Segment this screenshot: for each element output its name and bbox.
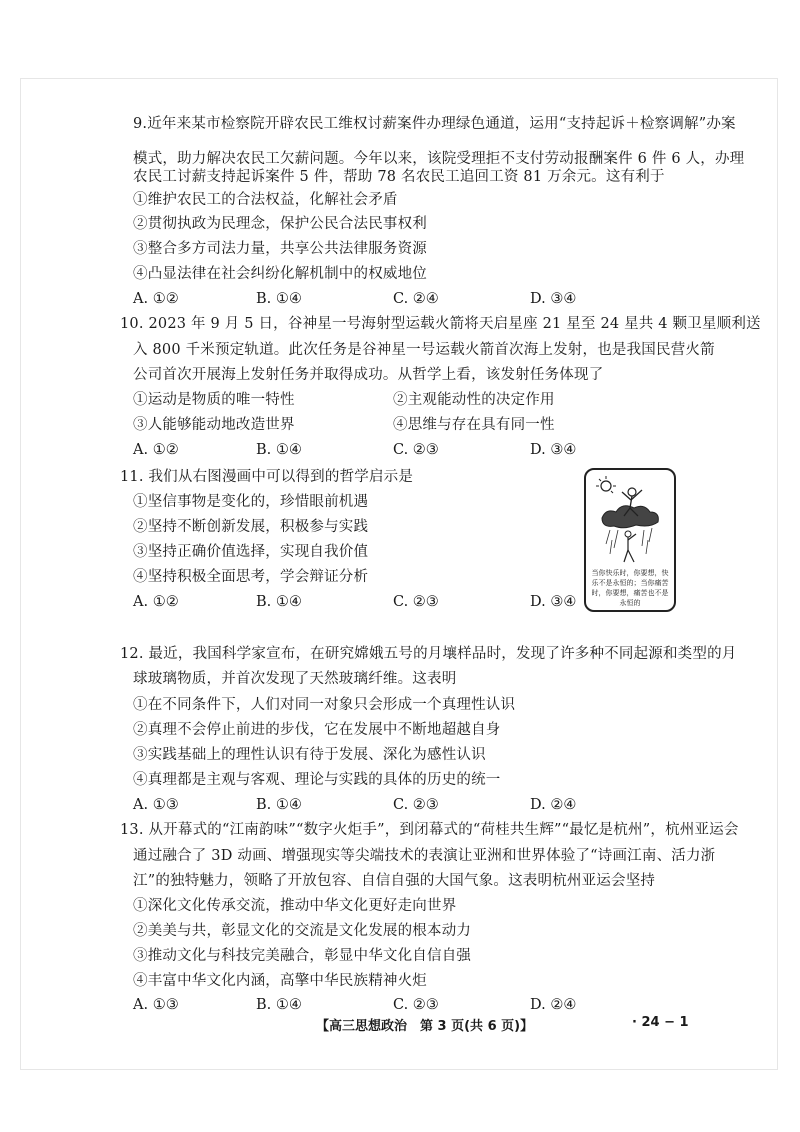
- q10-stem-line-3: 公司首次开展海上发射任务并取得成功。从哲学上看，该发射任务体现了: [133, 367, 604, 383]
- q10-choice-d[interactable]: D. ③④: [530, 442, 577, 458]
- q9-item-2: ②贯彻执政为民理念，保护公民合法民事权利: [133, 216, 427, 232]
- q12-item-1: ①在不同条件下，人们对同一对象只会形成一个真理性认识: [133, 697, 516, 713]
- q11-choice-c[interactable]: C. ②③: [393, 594, 439, 610]
- q13-stem-line-2: 通过融合了 3D 动画、增强现实等尖端技术的表演让亚洲和世界体验了“诗画江南、活力浙: [133, 848, 716, 864]
- cartoon-caption: 当你快乐时，你要想，快乐不是永恒的；当你痛苦时，你要想，痛苦也不是永恒的: [591, 569, 669, 607]
- q11-choice-d[interactable]: D. ③④: [530, 594, 577, 610]
- q10-choice-b[interactable]: B. ①④: [256, 442, 302, 458]
- q12-stem-line-1: 12. 最近，我国科学家宣布，在研究嫦娥五号的月壤样品时，发现了许多种不同起源和类型的月: [120, 646, 737, 662]
- q12-choice-b[interactable]: B. ①④: [256, 797, 302, 813]
- q12-item-4: ④真理都是主观与客观、理论与实践的具体的历史的统一: [133, 772, 501, 788]
- q12-item-3: ③实践基础上的理性认识有待于发展、深化为感性认识: [133, 747, 486, 763]
- q13-stem-line-3: 江”的独特魅力，领略了开放包容、自信自强的大国气象。这表明杭州亚运会坚持: [133, 873, 656, 889]
- q10-item-2: ②主观能动性的决定作用: [393, 392, 555, 408]
- q9-item-1: ①维护农民工的合法权益，化解社会矛盾: [133, 192, 398, 208]
- q13-choice-c[interactable]: C. ②③: [393, 997, 439, 1013]
- cartoon-drawing: [586, 470, 674, 570]
- q9-item-3: ③整合多方司法力量，共享公共法律服务资源: [133, 241, 427, 257]
- q13-choice-a[interactable]: A. ①③: [133, 997, 179, 1013]
- q11-item-1: ①坚信事物是变化的，珍惜眼前机遇: [133, 494, 369, 510]
- q9-item-4: ④凸显法律在社会纠纷化解机制中的权威地位: [133, 266, 427, 282]
- q9-choice-d[interactable]: D. ③④: [530, 291, 577, 307]
- q12-choice-a[interactable]: A. ①③: [133, 797, 179, 813]
- q10-stem-line-2: 入 800 千米预定轨道。此次任务是谷神星一号运载火箭首次海上发射，也是我国民营火箭: [133, 342, 715, 358]
- q13-item-1: ①深化文化传承交流，推动中华文化更好走向世界: [133, 898, 457, 914]
- q11-choice-a[interactable]: A. ①②: [133, 594, 179, 610]
- page-footer: 【高三思想政治 第 3 页(共 6 页)】: [316, 1019, 534, 1034]
- q11-item-2: ②坚持不断创新发展，积极参与实践: [133, 519, 369, 535]
- q12-stem-line-2: 球玻璃物质，并首次发现了天然玻璃纤维。这表明: [133, 671, 457, 687]
- q9-choice-a[interactable]: A. ①②: [133, 291, 179, 307]
- q12-choice-d[interactable]: D. ②④: [530, 797, 577, 813]
- q11-stem: 11. 我们从右图漫画中可以得到的哲学启示是: [120, 469, 414, 485]
- q9-choice-b[interactable]: B. ①④: [256, 291, 302, 307]
- q13-stem-line-1: 13. 从开幕式的“江南韵味”“数字火炬手”，到闭幕式的“荷桂共生辉”“最忆是杭州”，杭州亚运会: [120, 822, 739, 838]
- q9-stem-line-3: 农民工讨薪支持起诉案件 5 件，帮助 78 名农民工追回工资 81 万余元。这有利于: [133, 169, 665, 185]
- cartoon-image: [584, 468, 676, 612]
- q10-item-3: ③人能够能动地改造世界: [133, 417, 295, 433]
- q12-item-2: ②真理不会停止前进的步伐，它在发展中不断地超越自身: [133, 722, 501, 738]
- q13-choice-d[interactable]: D. ②④: [530, 997, 577, 1013]
- q10-choice-a[interactable]: A. ①②: [133, 442, 179, 458]
- q13-choice-b[interactable]: B. ①④: [256, 997, 302, 1013]
- q9-stem-line-2: 模式，助力解决农民工欠薪问题。今年以来，该院受理拒不支付劳动报酬案件 6 件 6 人，办理: [133, 151, 745, 167]
- q13-item-2: ②美美与共，彰显文化的交流是文化发展的根本动力: [133, 923, 472, 939]
- exam-code: · 24 − 1: [632, 1015, 689, 1030]
- q13-item-4: ④丰富中华文化内涵，高擎中华民族精神火炬: [133, 973, 427, 989]
- q10-stem-line-1: 10. 2023 年 9 月 5 日，谷神星一号海射型运载火箭将天启星座 21 星至 24 星共 4 颗卫星顺利送: [120, 316, 761, 332]
- q9-stem-line-1: 9.近年来某市检察院开辟农民工维权讨薪案件办理绿色通道，运用“支持起诉＋检察调解”办案: [133, 116, 736, 132]
- q10-item-1: ①运动是物质的唯一特性: [133, 392, 295, 408]
- q11-choice-b[interactable]: B. ①④: [256, 594, 302, 610]
- q11-item-4: ④坚持积极全面思考，学会辩证分析: [133, 569, 369, 585]
- q12-choice-c[interactable]: C. ②③: [393, 797, 439, 813]
- q11-item-3: ③坚持正确价值选择，实现自我价值: [133, 544, 369, 560]
- q13-item-3: ③推动文化与科技完美融合，彰显中华文化自信自强: [133, 948, 472, 964]
- q9-choice-c[interactable]: C. ②④: [393, 291, 439, 307]
- q10-item-4: ④思维与存在具有同一性: [393, 417, 555, 433]
- q10-choice-c[interactable]: C. ②③: [393, 442, 439, 458]
